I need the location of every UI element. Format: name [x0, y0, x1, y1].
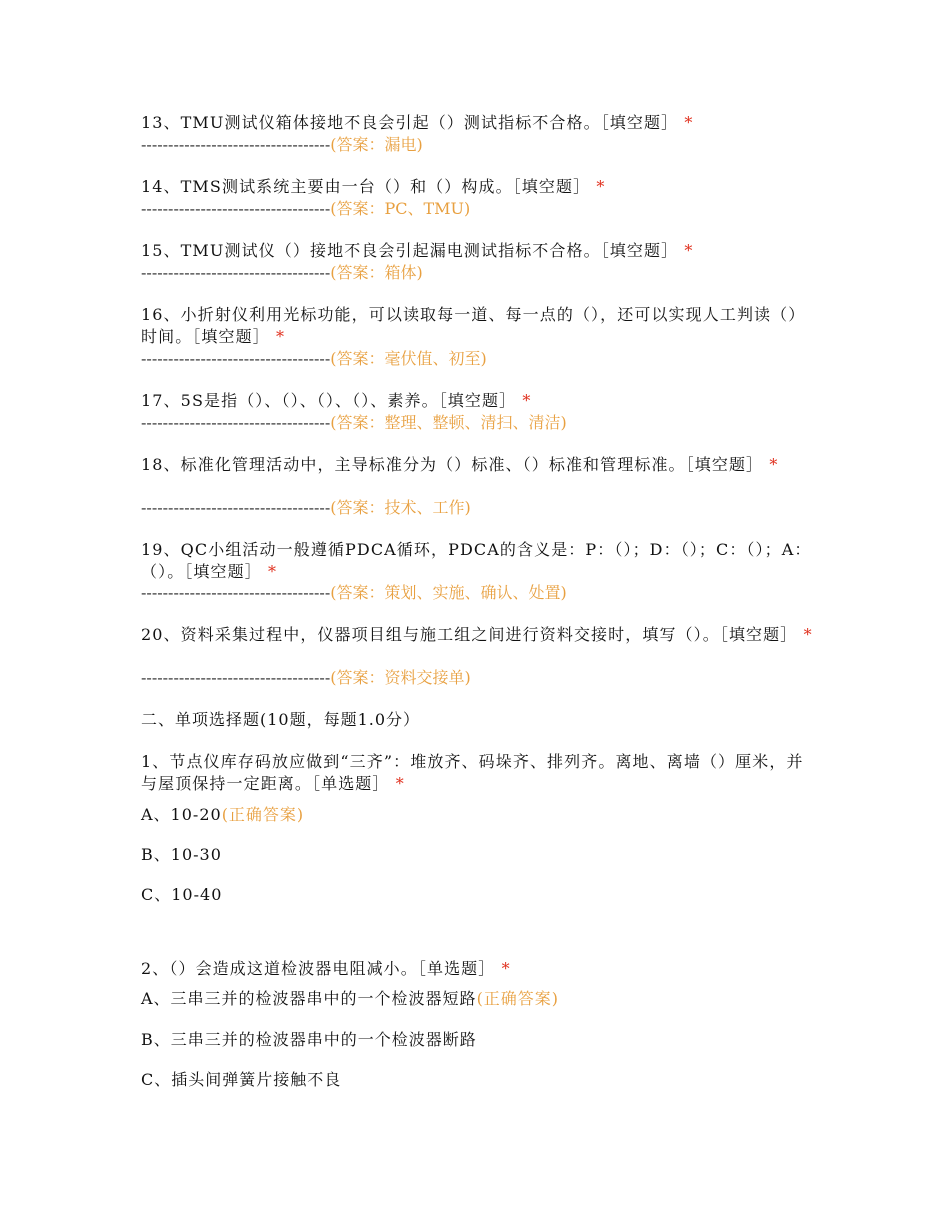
- question-text: 20、资料采集过程中，仪器项目组与施工组之间进行资料交接时，填写（）。［填空题］: [141, 625, 798, 644]
- answer-line-15: [141, 262, 423, 284]
- option-label: B、10-30: [141, 845, 222, 864]
- answer-line-13: [141, 134, 423, 156]
- answer-dashes: -----------------------------------: [141, 135, 331, 154]
- required-star: *: [803, 625, 813, 644]
- option-c[interactable]: [141, 884, 222, 906]
- answer-dashes: -----------------------------------: [141, 199, 331, 218]
- required-star: *: [395, 774, 405, 793]
- question-13: [141, 112, 813, 134]
- answer-dashes: -----------------------------------: [141, 668, 331, 687]
- question-text: 1、节点仪库存码放应做到“三齐”：堆放齐、码垛齐、排列齐。离地、离墙（）厘米，并与屋顶保持一定距离。［单选题］: [141, 752, 804, 793]
- choice-question-1: [141, 751, 813, 795]
- question-19: [141, 539, 813, 583]
- answer-dashes: -----------------------------------: [141, 413, 331, 432]
- answer-text: (答案：PC、TMU): [330, 199, 471, 218]
- question-text: 15、TMU测试仪（）接地不良会引起漏电测试指标不合格。［填空题］: [141, 241, 679, 260]
- required-star: *: [596, 177, 606, 196]
- option-label: A、10-20: [141, 805, 222, 824]
- answer-text: (答案：箱体): [330, 263, 423, 282]
- answer-line-16: [141, 348, 487, 370]
- required-star: *: [684, 241, 694, 260]
- question-text: 17、5S是指（）、（）、（）、（）、素养。［填空题］: [141, 391, 517, 410]
- option-label: C、10-40: [141, 885, 223, 904]
- answer-line-19: [141, 582, 567, 604]
- answer-dashes: -----------------------------------: [141, 583, 331, 602]
- question-text: 13、TMU测试仪箱体接地不良会引起（）测试指标不合格。［填空题］: [141, 113, 679, 132]
- option-label: A、三串三并的检波器串中的一个检波器短路: [141, 989, 477, 1008]
- question-text: 14、TMS测试系统主要由一台（）和（）构成。［填空题］: [141, 177, 591, 196]
- option-label: B、三串三并的检波器串中的一个检波器断路: [141, 1030, 477, 1049]
- answer-text: (答案：毫伏值、初至): [330, 349, 487, 368]
- question-text: 19、QC小组活动一般遵循PDCA循环，PDCA的含义是：P：（）；D：（）；C：（）；A：（）。［填空题］: [141, 540, 812, 581]
- option-c[interactable]: [141, 1069, 341, 1091]
- question-text: 2、（）会造成这道检波器电阻减小。［单选题］: [141, 959, 496, 978]
- answer-dashes: -----------------------------------: [141, 498, 331, 517]
- answer-line-17: [141, 412, 567, 434]
- question-17: [141, 390, 813, 412]
- answer-text: (答案：技术、工作): [330, 498, 471, 517]
- required-star: *: [276, 327, 286, 346]
- answer-line-20: [141, 667, 471, 689]
- required-star: *: [501, 959, 511, 978]
- question-15: [141, 240, 813, 262]
- section-title: 二、单项选择题(10题，每题1.0分）: [141, 710, 421, 729]
- answer-text: (答案：资料交接单): [330, 668, 471, 687]
- question-16: [141, 304, 813, 348]
- correct-answer-mark: (正确答案): [476, 989, 560, 1008]
- answer-line-14: [141, 198, 470, 220]
- option-b[interactable]: [141, 844, 222, 866]
- answer-line-18: [141, 497, 471, 519]
- option-a[interactable]: [141, 804, 304, 826]
- required-star: *: [522, 391, 532, 410]
- question-text: 18、标准化管理活动中，主导标准分为（）标准、（）标准和管理标准。［填空题］: [141, 455, 764, 474]
- option-label: C、插头间弹簧片接触不良: [141, 1070, 342, 1089]
- question-text: 16、小折射仪利用光标功能，可以读取每一道、每一点的（），还可以实现人工判读（）时间。［填空题］: [141, 305, 806, 346]
- answer-text: (答案：整理、整顿、清扫、清洁): [330, 413, 567, 432]
- answer-dashes: -----------------------------------: [141, 263, 331, 282]
- required-star: *: [769, 455, 779, 474]
- required-star: *: [684, 113, 694, 132]
- question-20: [141, 624, 813, 646]
- question-14: [141, 176, 813, 198]
- required-star: *: [268, 562, 278, 581]
- correct-answer-mark: (正确答案): [221, 805, 305, 824]
- option-a[interactable]: [141, 988, 559, 1010]
- answer-text: (答案：策划、实施、确认、处置): [330, 583, 567, 602]
- question-18: [141, 454, 813, 476]
- answer-text: (答案：漏电): [330, 135, 423, 154]
- answer-dashes: -----------------------------------: [141, 349, 331, 368]
- option-b[interactable]: [141, 1029, 477, 1051]
- choice-question-2: [141, 958, 813, 980]
